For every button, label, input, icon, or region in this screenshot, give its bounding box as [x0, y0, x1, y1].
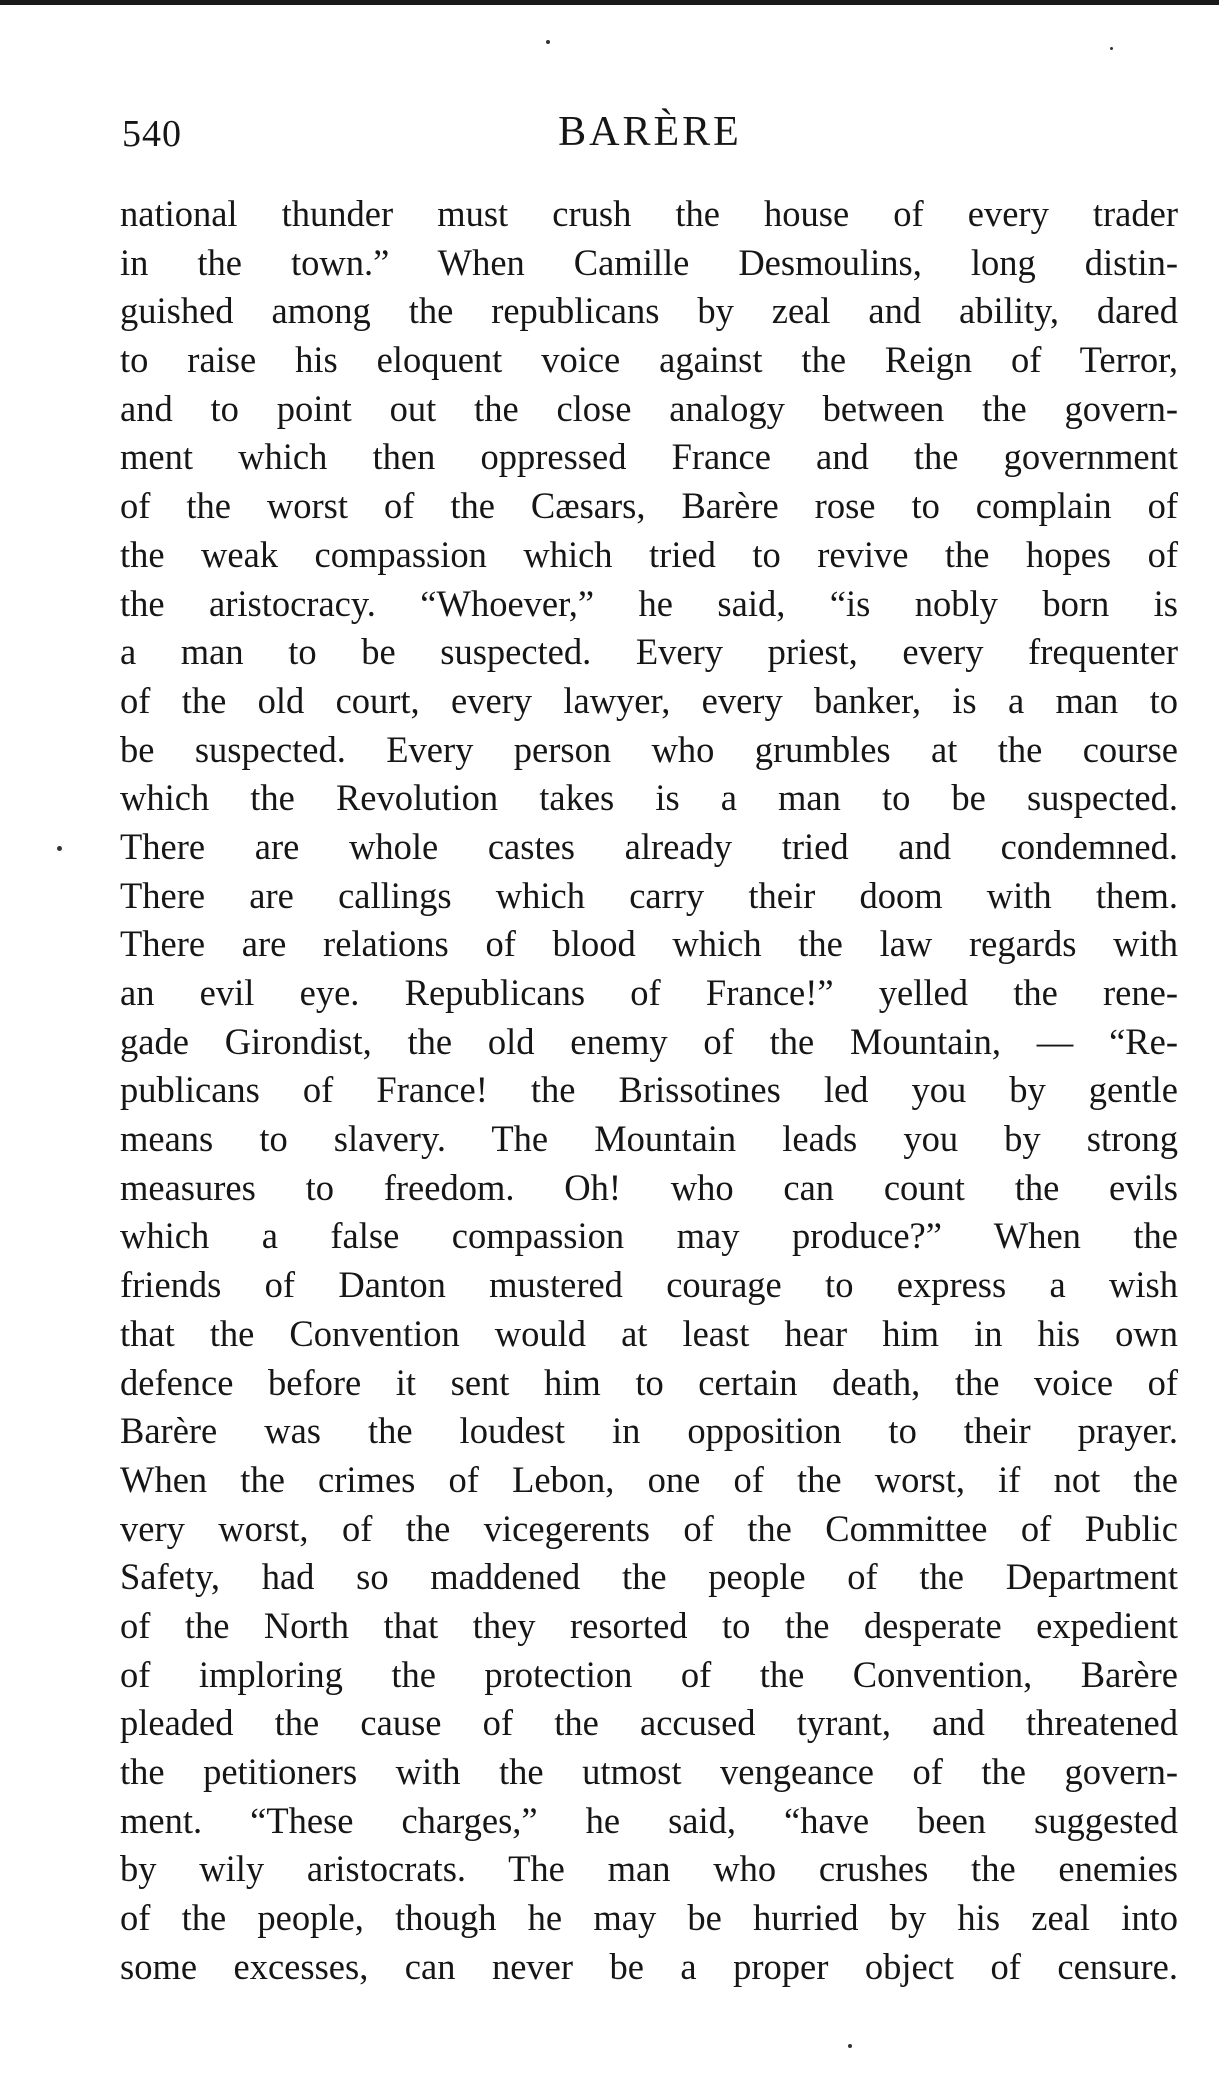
text-line: Safety, had so maddened the people of the Department [120, 1556, 1178, 1598]
text-line: gade Girondist, the old enemy of the Mountain, — “Re- [120, 1020, 1178, 1062]
text-line: to raise his eloquent voice against the Reign of Terror, [120, 339, 1178, 381]
text-line: be suspected. Every person who grumbles at the course [120, 728, 1178, 770]
text-line: the weak compassion which tried to revive the hopes of [120, 533, 1178, 575]
top-border-rule [0, 0, 1219, 5]
page-header [122, 108, 1178, 168]
text-line: in the town.” When Camille Desmoulins, long distin- [120, 241, 1178, 283]
text-line: ment. “These charges,” he said, “have been suggested [120, 1799, 1178, 1841]
text-line: a man to be suspected. Every priest, every frequenter [120, 631, 1178, 673]
text-line: the aristocracy. “Whoever,” he said, “is nobly born is [120, 582, 1178, 624]
scan-speck [848, 2044, 852, 2048]
text-line: pleaded the cause of the accused tyrant, and threatened [120, 1702, 1178, 1744]
scan-speck [546, 40, 550, 44]
text-line: friends of Danton mustered courage to express a wish [120, 1264, 1178, 1306]
text-line: of the people, though he may be hurried by his zeal into [120, 1897, 1178, 1939]
scan-speck [1110, 47, 1113, 50]
text-line: measures to freedom. Oh! who can count the evils [120, 1166, 1178, 1208]
text-line: very worst, of the vicegerents of the Committee of Public [120, 1507, 1178, 1549]
text-line: which a false compassion may produce?” When the [120, 1215, 1178, 1257]
text-line: some excesses, can never be a proper object of censure. [120, 1945, 1178, 1987]
text-line: national thunder must crush the house of every trader [120, 193, 1178, 234]
text-line: of the worst of the Cæsars, Barère rose to complain of [120, 485, 1178, 527]
page-number: 540 [122, 113, 182, 155]
text-line: by wily aristocrats. The man who crushes the enemies [120, 1848, 1178, 1890]
body-text [120, 190, 1178, 1991]
text-line: and to point out the close analogy between the govern- [120, 387, 1178, 429]
scan-speck [57, 846, 62, 851]
text-line: means to slavery. The Mountain leads you by strong [120, 1118, 1178, 1160]
text-line: of imploring the protection of the Convention, Barère [120, 1653, 1178, 1695]
text-line: guished among the republicans by zeal and ability, dared [120, 290, 1178, 332]
text-line: that the Convention would at least hear him in his own [120, 1312, 1178, 1354]
text-line: defence before it sent him to certain death, the voice of [120, 1361, 1178, 1403]
text-line: There are relations of blood which the law regards with [120, 923, 1178, 965]
text-line: which the Revolution takes is a man to be suspected. [120, 777, 1178, 819]
text-line: When the crimes of Lebon, one of the worst, if not the [120, 1458, 1178, 1500]
text-line: There are callings which carry their doom with them. [120, 874, 1178, 916]
text-line: an evil eye. Republicans of France!” yelled the rene- [120, 972, 1178, 1013]
text-line: the petitioners with the utmost vengeance of the govern- [120, 1751, 1178, 1792]
running-head: BARÈRE [558, 109, 742, 155]
text-line: of the North that they resorted to the desperate expedient [120, 1604, 1178, 1646]
text-line: ment which then oppressed France and the government [120, 436, 1178, 478]
text-line: of the old court, every lawyer, every banker, is a man to [120, 679, 1178, 721]
text-line: Barère was the loudest in opposition to their prayer. [120, 1410, 1178, 1452]
text-line: There are whole castes already tried and condemned. [120, 825, 1178, 867]
text-line: publicans of France! the Brissotines led you by gentle [120, 1069, 1178, 1111]
